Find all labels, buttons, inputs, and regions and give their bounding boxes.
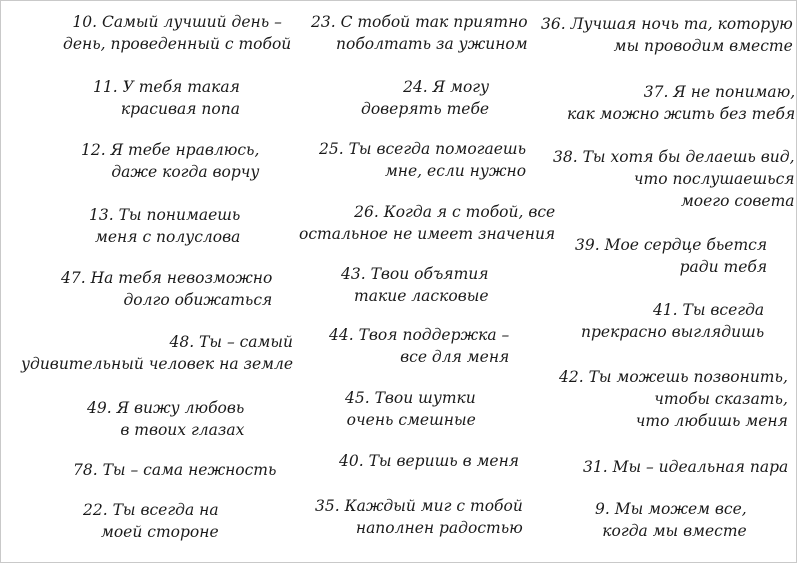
compliment-line: 12. Я тебе нравлюсь,: [81, 141, 260, 159]
compliment-line: 47. На тебя невозможно: [61, 269, 273, 287]
compliment-24: [361, 76, 489, 120]
compliment-line: 45. Твои шутки: [345, 389, 476, 407]
compliment-line: день, проведенный с тобой: [63, 35, 292, 53]
compliment-line: мне, если нужно: [384, 162, 527, 180]
compliment-line: 38. Ты хотя бы делаешь вид,: [553, 148, 795, 166]
compliment-line: все для меня: [400, 348, 510, 366]
compliment-line: остальное не имеет значения: [299, 225, 556, 243]
compliment-line: 11. У тебя такая: [93, 78, 240, 96]
compliment-37: [567, 81, 795, 125]
column-1: [1, 1, 294, 566]
compliment-line: удивительный человек на земле: [21, 355, 294, 373]
compliment-49: [87, 397, 244, 441]
compliment-47: [61, 267, 272, 311]
compliment-line: моего совета: [680, 192, 795, 210]
compliment-line: доверять тебе: [361, 100, 490, 118]
column-3: [533, 1, 799, 566]
compliment-78: [73, 459, 276, 481]
compliment-11: [93, 76, 240, 120]
compliment-35: [315, 495, 523, 539]
compliment-25: [319, 138, 526, 182]
compliment-line: чтобы сказать,: [654, 390, 788, 408]
compliment-line: 31. Мы – идеальная пара: [583, 458, 789, 476]
compliment-line: в твоих глазах: [120, 421, 245, 439]
compliment-line: даже когда ворчу: [111, 163, 260, 181]
compliment-line: 24. Я могу: [403, 78, 490, 96]
compliment-9: [595, 498, 747, 542]
compliment-line: 10. Самый лучший день –: [72, 13, 282, 31]
compliment-line: мы проводим вместе: [613, 37, 793, 55]
compliment-line: 49. Я вижу любовь: [87, 399, 245, 417]
compliment-42: [559, 366, 788, 432]
compliment-line: 13. Ты понимаешь: [89, 206, 241, 224]
compliment-31: [583, 456, 788, 478]
compliment-line: 44. Твоя поддержка –: [329, 326, 510, 344]
compliment-48: [21, 331, 293, 375]
compliment-line: 25. Ты всегда помогаешь: [319, 140, 527, 158]
compliment-line: 23. С тобой так приятно: [311, 13, 528, 31]
compliment-line: ради тебя: [679, 258, 768, 276]
compliment-line: 26. Когда я с тобой, все: [354, 203, 556, 221]
compliment-43: [341, 263, 489, 307]
compliment-line: 35. Каждый миг с тобой: [315, 497, 523, 515]
compliment-12: [81, 139, 259, 183]
compliment-22: [83, 499, 219, 543]
compliment-line: меня с полуслова: [95, 228, 241, 246]
compliment-line: наполнен радостью: [355, 519, 523, 537]
compliment-39: [575, 234, 767, 278]
compliment-line: 22. Ты всегда на: [83, 501, 219, 519]
compliment-36: [541, 13, 793, 57]
compliment-line: 48. Ты – самый: [169, 333, 294, 351]
compliment-line: моей стороне: [101, 523, 219, 541]
compliment-line: 39. Мое сердце бьется: [575, 236, 768, 254]
compliment-10: [63, 11, 291, 55]
compliment-41: [581, 299, 764, 343]
compliment-44: [329, 324, 509, 368]
compliment-line: когда мы вместе: [602, 522, 747, 540]
compliment-line: что любишь меня: [635, 412, 788, 430]
compliment-line: очень смешные: [346, 411, 476, 429]
compliment-26: [299, 201, 555, 245]
compliment-line: 42. Ты можешь позвонить,: [559, 368, 788, 386]
column-2: [267, 1, 556, 566]
compliment-line: прекрасно выглядишь: [581, 323, 765, 341]
compliment-13: [89, 204, 240, 248]
compliment-line: 43. Твои объятия: [341, 265, 489, 283]
compliment-23: [311, 11, 528, 55]
compliment-line: поболтать за ужином: [336, 35, 528, 53]
compliment-40: [339, 450, 519, 472]
compliment-line: 78. Ты – сама нежность: [73, 461, 277, 479]
compliment-line: 40. Ты веришь в меня: [339, 452, 520, 470]
compliment-line: красивая попа: [120, 100, 240, 118]
compliment-line: долго обижаться: [123, 291, 273, 309]
compliment-line: такие ласковые: [354, 287, 489, 305]
compliment-line: 36. Лучшая ночь та, которую: [541, 15, 793, 33]
compliment-line: как можно жить без тебя: [567, 105, 796, 123]
compliment-line: 9. Мы можем все,: [595, 500, 747, 518]
compliment-45: [345, 387, 476, 431]
compliment-line: 37. Я не понимаю,: [643, 83, 796, 101]
compliment-38: [553, 146, 795, 212]
compliment-line: 41. Ты всегда: [652, 301, 765, 319]
compliment-line: что послушаешься: [633, 170, 795, 188]
